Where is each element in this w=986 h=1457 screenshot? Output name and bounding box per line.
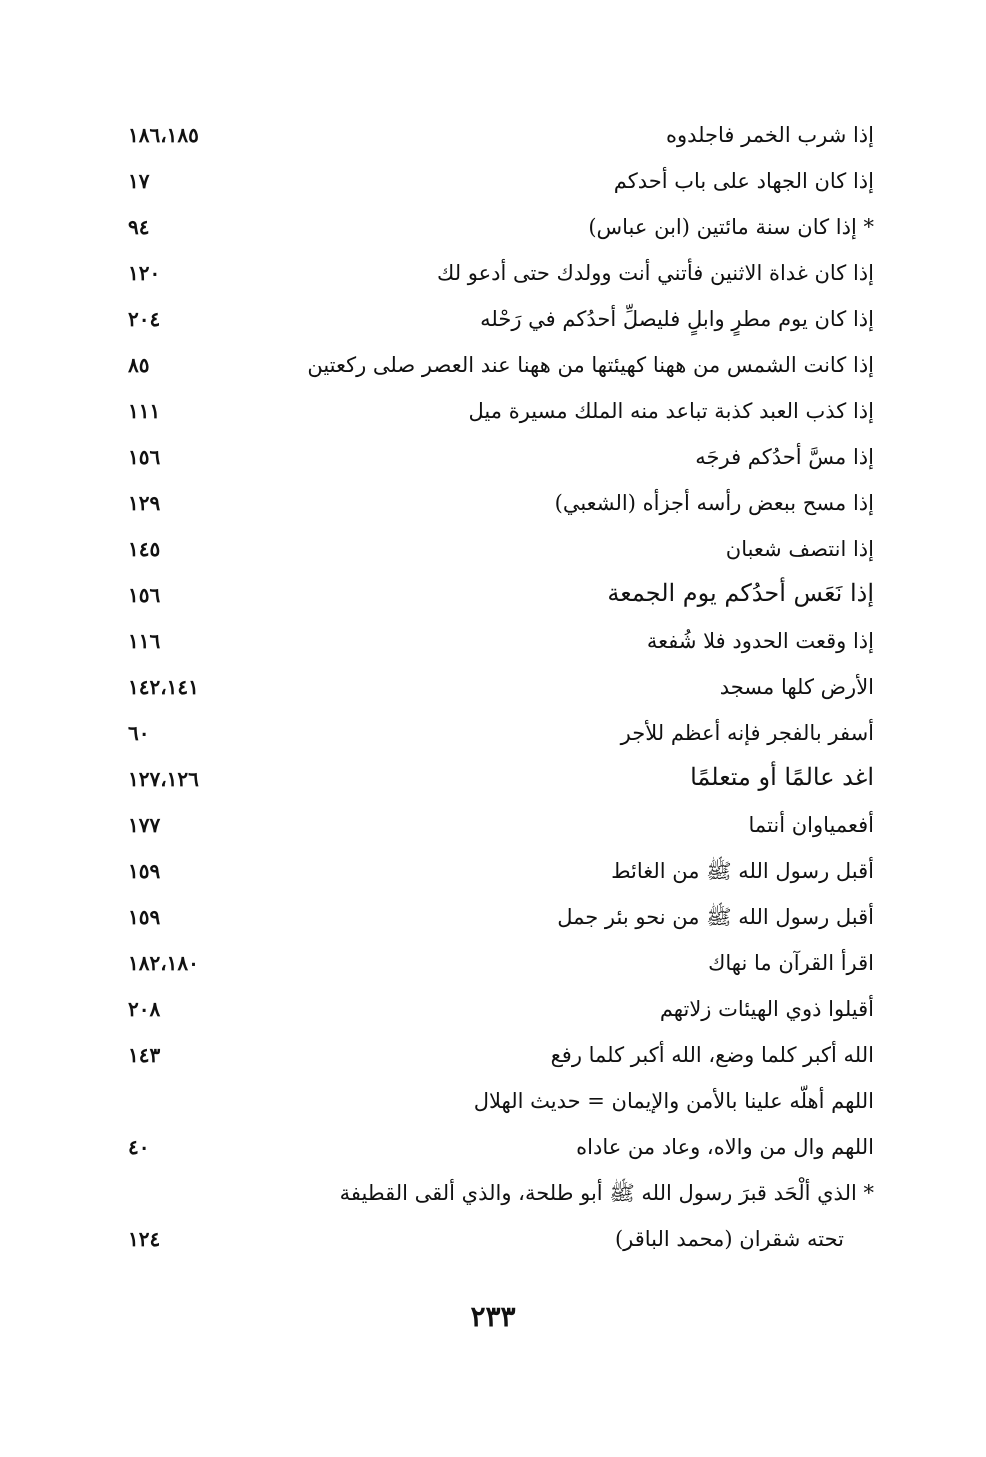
entry-text: أقبل رسول الله ﷺ من نحو بئر جمل <box>557 905 874 929</box>
index-entry <box>120 894 880 940</box>
index-entry <box>120 158 880 204</box>
entry-text: اقرأ القرآن ما نهاك <box>708 951 874 975</box>
entry-text: أقيلوا ذوي الهيئات زلاتهم <box>659 997 874 1021</box>
entry-text: أفعمياوان أنتما <box>748 813 874 837</box>
entry-pages: ٢٠٤ <box>128 307 161 331</box>
index-entry <box>120 710 880 756</box>
index-entry <box>120 112 880 158</box>
index-entry <box>120 388 880 434</box>
entry-pages: ١٨٦،١٨٥ <box>128 123 199 147</box>
index-entry <box>120 618 880 664</box>
index-entry <box>120 802 880 848</box>
index-entry <box>120 250 880 296</box>
entry-pages: ١٧٧ <box>128 813 161 837</box>
index-entry <box>120 1170 880 1216</box>
entry-text: إذا مسَّ أحدُكم فرجَه <box>695 445 874 469</box>
entry-text: إذا شرب الخمر فاجلدوه <box>665 123 874 147</box>
entry-text: أقبل رسول الله ﷺ من الغائط <box>611 859 874 883</box>
entry-text: إذا نَعَس أحدُكم يوم الجمعة <box>607 579 874 607</box>
entry-text: إذا كان غداة الاثنين فأتني أنت وولدك حتى أدعو لك <box>437 261 874 285</box>
entry-pages: ١٨٢،١٨٠ <box>128 951 199 975</box>
index-entry <box>120 572 880 618</box>
entry-text: إذا كذب العبد كذبة تباعد منه الملك مسيرة ميل <box>468 399 874 423</box>
entry-text: إذا كان يوم مطرٍ وابلٍ فليصلِّ أحدُكم في رَحْله <box>480 307 874 331</box>
entry-pages: ١٤٣ <box>128 1043 161 1067</box>
entry-text: إذا كان الجهاد على باب أحدكم <box>613 169 874 193</box>
page-number: ٢٣٣ <box>470 1300 516 1333</box>
entry-pages: ٤٠ <box>128 1135 150 1159</box>
index-entry <box>120 1078 880 1124</box>
entry-text: اللهم وال من والاه، وعاد من عاداه <box>576 1135 874 1159</box>
entry-pages: ١٥٦ <box>128 583 161 607</box>
index-entry <box>120 480 880 526</box>
entry-pages: ١٢٠ <box>128 261 161 285</box>
entry-pages: ١٢٧،١٢٦ <box>128 767 199 791</box>
entry-pages: ١٥٦ <box>128 445 161 469</box>
entry-text: أسفر بالفجر فإنه أعظم للأجر <box>620 721 874 745</box>
index-entry <box>120 342 880 388</box>
index-entry <box>120 986 880 1032</box>
entry-text: إذا انتصف شعبان <box>725 537 874 561</box>
entry-text: تحته شقران (محمد الباقر) <box>614 1227 844 1251</box>
entry-pages: ٦٠ <box>128 721 150 745</box>
entry-text: إذا كانت الشمس من ههنا كهيئتها من ههنا عند العصر صلى ركعتين <box>307 353 874 377</box>
entry-pages: ١٥٩ <box>128 905 161 929</box>
entry-text: الله أكبر كلما وضع، الله أكبر كلما رفع <box>550 1043 874 1067</box>
index-entry <box>120 1216 880 1262</box>
entry-pages: ١٢٤ <box>128 1227 161 1251</box>
entry-pages: ٢٠٨ <box>128 997 161 1021</box>
entry-pages: ١٤٢،١٤١ <box>128 675 199 699</box>
index-entry <box>120 296 880 342</box>
entry-text: * إذا كان سنة مائتين (ابن عباس) <box>588 215 874 239</box>
index-entry <box>120 848 880 894</box>
entry-pages: ١٢٩ <box>128 491 161 515</box>
entry-text: اللهم أهلّه علينا بالأمن والإيمان = حديث الهلال <box>473 1089 874 1113</box>
index-entry <box>120 1032 880 1078</box>
entry-pages: ١٧ <box>128 169 150 193</box>
index-entry <box>120 664 880 710</box>
index-entry <box>120 526 880 572</box>
entry-text: الأرض كلها مسجد <box>719 675 874 699</box>
entry-pages: ١٤٥ <box>128 537 161 561</box>
index-entry <box>120 940 880 986</box>
entry-text: إذا مسح ببعض رأسه أجزأه (الشعبي) <box>554 491 874 515</box>
entry-text: اغد عالمًا أو متعلمًا <box>690 763 874 791</box>
hadith-index-list <box>120 112 880 1262</box>
index-entry <box>120 204 880 250</box>
entry-pages: ١٥٩ <box>128 859 161 883</box>
entry-pages: ٨٥ <box>128 353 150 377</box>
entry-pages: ٩٤ <box>128 215 150 239</box>
index-entry <box>120 434 880 480</box>
index-entry <box>120 1124 880 1170</box>
entry-pages: ١١١ <box>128 399 161 423</box>
entry-pages: ١١٦ <box>128 629 161 653</box>
index-entry <box>120 756 880 802</box>
entry-text: إذا وقعت الحدود فلا شُفعة <box>646 629 874 653</box>
entry-text: * الذي ألْحَد قبرَ رسول الله ﷺ أبو طلحة، والذي ألقى القطيفة <box>339 1181 874 1205</box>
